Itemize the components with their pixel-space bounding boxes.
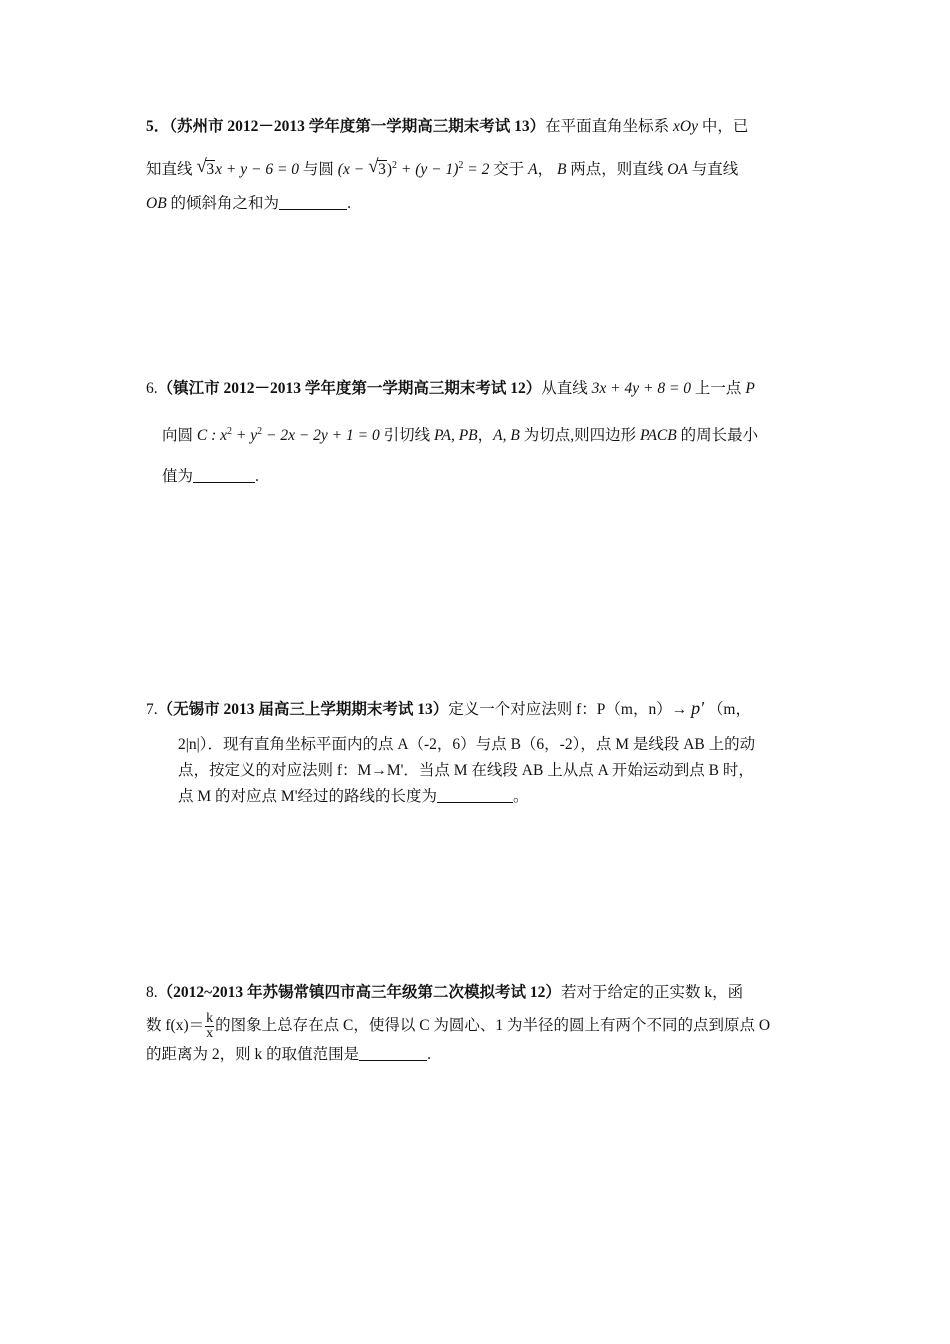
problem-7-text: （m，	[707, 701, 751, 718]
problem-6-source: （镇江市 2012－2013 学年度第一学期高三期末考试 12）	[157, 380, 542, 397]
answer-blank[interactable]	[437, 786, 513, 803]
answer-blank[interactable]	[279, 193, 347, 210]
problem-8-source: （2012~2013 年苏锡常镇四市高三年级第二次模拟考试 12）	[157, 984, 561, 1001]
problem-5-text: 知直线	[146, 161, 193, 178]
punct: ，	[477, 427, 494, 444]
punct: .	[255, 468, 259, 485]
problem-5-question: 的倾斜角之和为	[170, 195, 280, 212]
sqrt-arg: 3	[378, 161, 386, 178]
answer-blank[interactable]	[359, 1044, 427, 1061]
fraction-k-over-x	[205, 1012, 214, 1041]
circle-eq-part: C : x	[196, 427, 228, 444]
problem-7-line-4	[178, 786, 529, 808]
p-prime: p′	[691, 698, 705, 718]
quadrilateral: PACB	[639, 427, 677, 444]
problem-5-line-equation: x + y − 6 = 0	[215, 161, 300, 178]
problem-8-line-3	[146, 1044, 431, 1066]
exponent: 2	[257, 426, 263, 437]
problem-6-question: 值为	[162, 468, 194, 485]
point-b: B	[556, 161, 567, 178]
circle-eq-part: + (y − 1)	[400, 161, 459, 178]
punct: .	[347, 195, 351, 212]
problem-5-line-3	[146, 193, 351, 215]
punct: 。	[512, 788, 529, 805]
answer-blank[interactable]	[193, 466, 255, 483]
problem-6-line-1	[146, 378, 755, 400]
problem-5-text: 两点，则直线	[570, 161, 664, 178]
problem-5-text: 交于	[493, 161, 525, 178]
problem-5-number: 5．	[146, 118, 170, 135]
problem-8-line-1	[146, 982, 743, 1004]
problem-5-source: （苏州市 2012－2013 学年度第一学期高三期末考试 13）	[169, 118, 546, 135]
circle-eq-part: (x −	[337, 161, 365, 178]
sqrt-arg: 3	[206, 161, 215, 178]
problem-6-text: 为切点,则四边形	[523, 427, 637, 444]
problem-8-text: 的图象上总存在点 C，使得以 C 为圆心、1 为半径的圆上有两个不同的点到原点 O	[215, 1017, 771, 1035]
problem-5-text: 与圆	[302, 161, 334, 178]
problem-6-line-2	[162, 421, 758, 447]
tangent-lines: PA, PB	[434, 427, 478, 444]
fraction-numerator: k	[206, 1011, 214, 1026]
problem-6-line-3	[162, 466, 259, 488]
problem-6-text: 向圆	[162, 427, 194, 444]
circle-eq-part: = 2	[467, 161, 490, 178]
tangent-points: A, B	[493, 427, 520, 444]
point-a: A	[528, 161, 538, 178]
problem-5-coord-system: xOy	[673, 118, 698, 135]
problem-6-number: 6.	[146, 380, 158, 397]
line-oa: OA	[667, 161, 688, 178]
exponent: 2	[458, 160, 464, 171]
circle-eq-part: − 2x − 2y + 1 = 0	[266, 427, 380, 444]
problem-7-line-2: 2|n|）．现有直角坐标平面内的点 A（-2，6）与点 B（6，-2），点 M 是线段 AB 上的动	[178, 736, 756, 753]
problem-8-text: 若对于给定的正实数 k，函	[560, 984, 744, 1001]
fraction-denominator: x	[206, 1026, 214, 1041]
problem-7-source: （无锡市 2013 届高三上学期期末考试 13）	[157, 701, 449, 718]
point-p: P	[745, 380, 755, 397]
line-ob: OB	[146, 195, 167, 212]
problem-8-question: 的距离为 2，则 k 的取值范围是	[146, 1046, 360, 1063]
punct: .	[427, 1046, 432, 1063]
problem-5-text: 在平面直角坐标系	[545, 118, 670, 135]
problem-6-text: 引切线	[383, 427, 431, 444]
circle-eq-part: )	[386, 161, 392, 178]
exponent: 2	[391, 160, 397, 171]
problem-6-text: 从直线	[541, 380, 588, 397]
problem-5-line-1	[146, 116, 748, 138]
exponent: 2	[227, 426, 233, 437]
problem-7-text: 定义一个对应法则 f：P（m，n）→	[448, 701, 688, 718]
problem-6-text: 上一点	[694, 380, 742, 397]
sqrt-symbol: √ 3	[368, 156, 386, 178]
problem-5-text-end: 中，已	[701, 118, 749, 135]
problem-7-line-3: 点，按定义的对应法则 f：M→M'．当点 M 在线段 AB 上从点 A 开始运动到点 B 时，	[178, 762, 754, 779]
problem-7-line-1	[146, 697, 751, 721]
problem-6-line-equation: 3x + 4y + 8 = 0	[591, 380, 692, 397]
problem-6-text: 的周长最小	[680, 427, 759, 444]
problem-8-number: 8.	[146, 984, 158, 1001]
problem-7-number: 7.	[146, 701, 158, 718]
sqrt-symbol: √ 3	[196, 156, 215, 178]
problem-7-question: 点 M 的对应点 M'经过的路线的长度为	[178, 788, 437, 805]
problem-5-text: 与直线	[691, 161, 739, 178]
punct: ，	[537, 161, 554, 178]
circle-eq-part: + y	[235, 427, 258, 444]
problem-8-line-2	[146, 1012, 770, 1041]
problem-8-text: 数 f(x)＝	[146, 1017, 205, 1035]
problem-5-line-2	[146, 155, 738, 181]
